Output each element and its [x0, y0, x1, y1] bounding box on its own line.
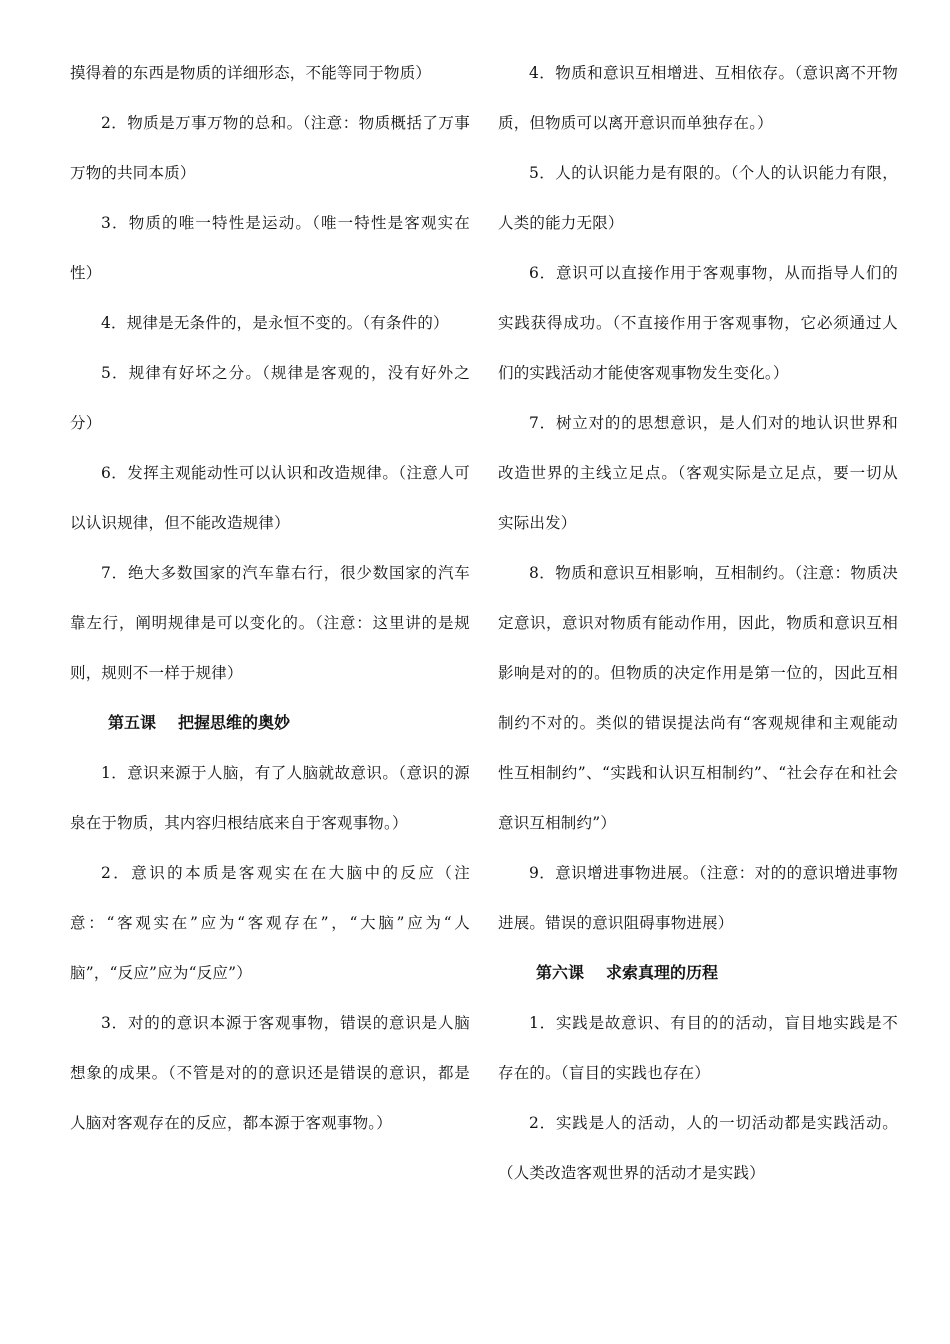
paragraph: 7．绝大多数国家的汽车靠右行，很少数国家的汽车靠左行，阐明规律是可以变化的。（注意：这里讲的是规则，规则不一样于规律）: [70, 564, 470, 682]
section-heading: [70, 698, 470, 748]
heading-title: 求索真理的历程: [606, 963, 719, 982]
left-column: [70, 48, 470, 1148]
heading-number: 第五课: [108, 713, 157, 732]
paragraph: 2．实践是人的活动，人的一切活动都是实践活动。（人类改造客观世界的活动才是实践）: [498, 1114, 898, 1182]
section-heading: [498, 948, 898, 998]
paragraph: 7．树立对的的思想意识，是人们对的地认识世界和改造世界的主线立足点。（客观实际是立足点，要一切从实际出发）: [498, 414, 898, 532]
paragraph: 5．规律有好坏之分。（规律是客观的，没有好外之分）: [70, 364, 470, 432]
paragraph: 6．意识可以直接作用于客观事物，从而指导人们的实践获得成功。（不直接作用于客观事物，它必须通过人们的实践活动才能使客观事物发生变化。）: [498, 264, 898, 382]
paragraph: 摸得着的东西是物质的详细形态，不能等同于物质）: [70, 64, 432, 82]
paragraph: 8．物质和意识互相影响，互相制约。（注意：物质决定意识，意识对物质有能动作用，因此，物质和意识互相影响是对的的。但物质的决定作用是第一位的，因此互相制约不对的。类似的错误提法尚有“客观规律和主观能动性互相制约”、“实践和认识互相制约”、“社会存在和社会意识互相制约”）: [498, 564, 898, 832]
heading-title: 把握思维的奥妙: [178, 713, 291, 732]
paragraph: 1．意识来源于人脑，有了人脑就故意识。（意识的源泉在于物质，其内容归根结底来自于客观事物。）: [70, 764, 470, 832]
paragraph: 4．物质和意识互相增进、互相依存。（意识离不开物质，但物质可以离开意识而单独存在。）: [498, 64, 898, 132]
paragraph: 6．发挥主观能动性可以认识和改造规律。（注意人可以认识规律，但不能改造规律）: [70, 464, 470, 532]
paragraph: 2．物质是万事万物的总和。（注意：物质概括了万事万物的共同本质）: [70, 114, 470, 182]
paragraph: 5．人的认识能力是有限的。（个人的认识能力有限，人类的能力无限）: [498, 164, 898, 232]
paragraph: 1．实践是故意识、有目的的活动，盲目地实践是不存在的。（盲目的实践也存在）: [498, 1014, 898, 1082]
heading-number: 第六课: [536, 963, 585, 982]
paragraph: 2．意识的本质是客观实在在大脑中的反应（注意：“客观实在”应为“客观存在”，“大脑”应为“人脑”，“反应”应为“反应”）: [70, 864, 470, 982]
paragraph: 9．意识增进事物进展。（注意：对的的意识增进事物进展。错误的意识阻碍事物进展）: [498, 864, 898, 932]
paragraph: 3．物质的唯一特性是运动。（唯一特性是客观实在性）: [70, 214, 470, 282]
paragraph: 3．对的的意识本源于客观事物，错误的意识是人脑想象的成果。（不管是对的的意识还是错误的意识，都是人脑对客观存在的反应，都本源于客观事物。）: [70, 1014, 470, 1132]
paragraph: 4．规律是无条件的，是永恒不变的。（有条件的）: [101, 314, 449, 332]
right-column: [498, 48, 898, 1198]
